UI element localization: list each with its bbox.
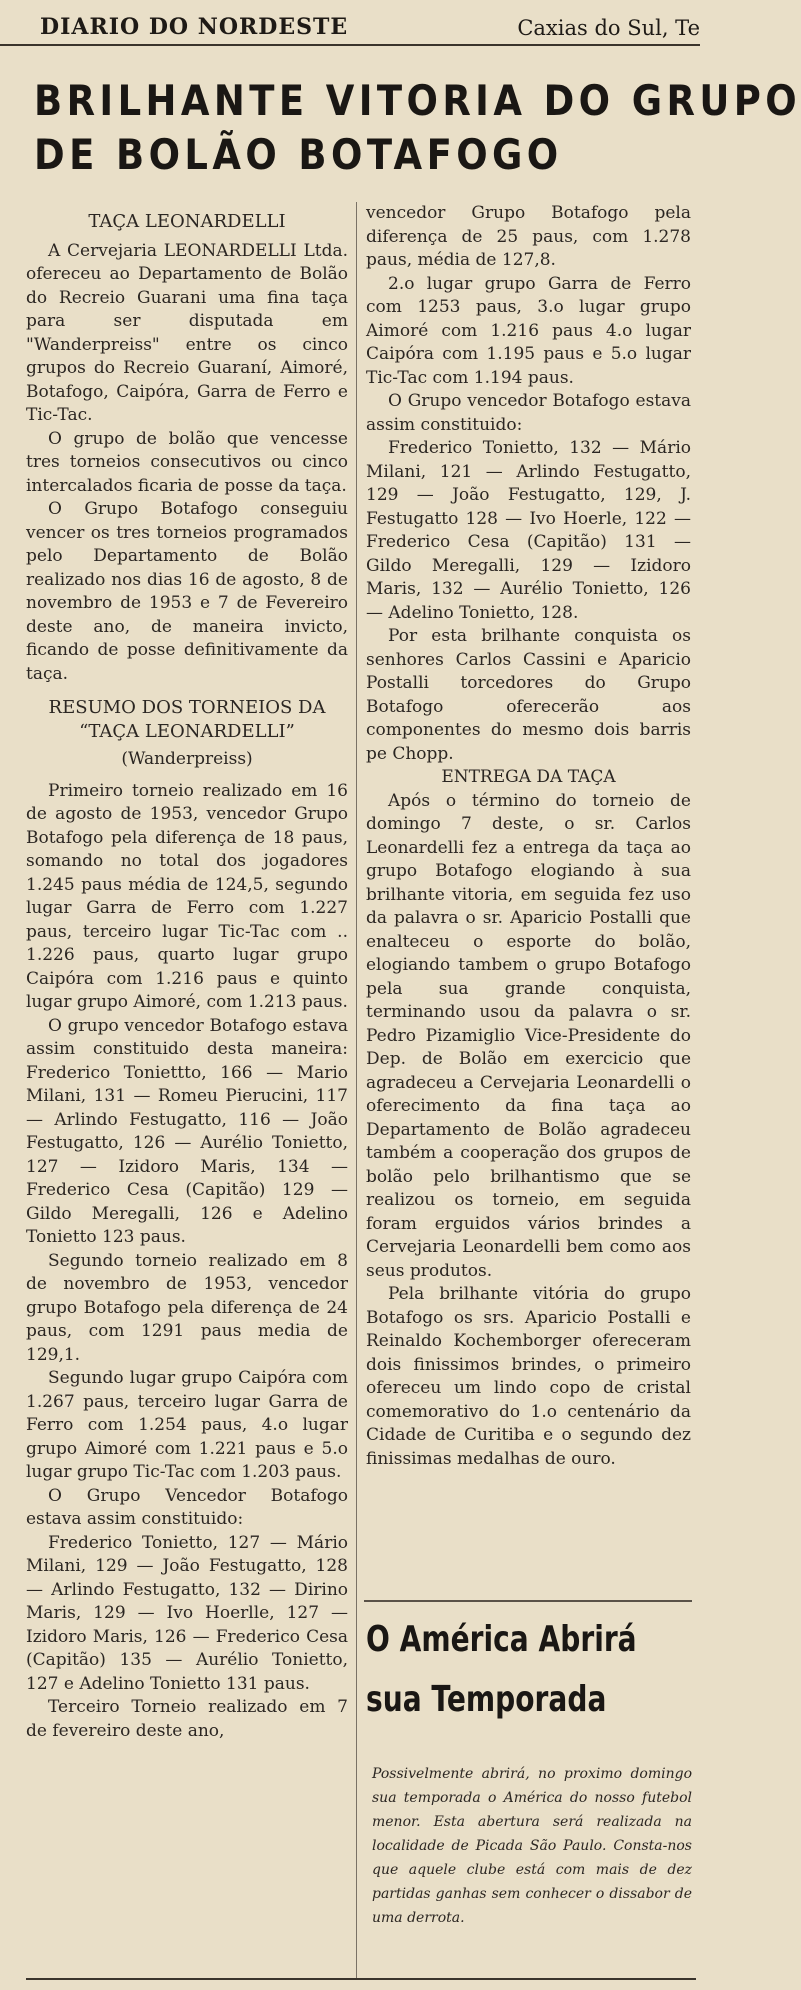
paragraph: Pela brilhante vitória do grupo Botafogo os srs. Aparicio Postalli e Reinaldo Kochemborger ofereceram dois finissimos brindes, o primeiro ofereceu um lindo copo de cristal comemorativo do 1.o centenário da Cidade de Curitiba e o segundo dez finissimas medalhas de ouro. xyxy=(366,1284,691,1469)
paragraph: Terceiro Torneio realizado em 7 de fevereiro deste ano, xyxy=(26,1697,348,1741)
paragraph: O grupo vencedor Botafogo estava assim constituido desta maneira: Frederico Toniettto, 166 — Mario Milani, 131 — Romeu Pierucini, 117 — Arlindo Festugatto, 116 — João Festugatto, 126 — Aurélio Tonietto, 127 — Izidoro Maris, 134 — Frederico Cesa (Capitão) 129 — Gildo Meregalli, 126 e Adelino Tonietto 123 paus. xyxy=(26,1015,348,1247)
resumo-title-line-1: RESUMO DOS TORNEIOS DA xyxy=(48,697,326,718)
paragraph: Primeiro torneio realizado em 16 de agosto de 1953, vencedor Grupo Botafogo pela diferença de 18 paus, somando no total dos jogadores 1.245 paus média de 124,5, segundo lugar Garra de Ferro com 1.227 paus, terceiro lugar Tic-Tac com .. 1.226 paus, quarto lugar grupo Caipóra com 1.216 paus e quinto lugar grupo Aimoré, com 1.213 paus. xyxy=(26,780,348,1012)
paragraph: vencedor Grupo Botafogo pela diferença de 25 paus, com 1.278 paus, média de 127,8. xyxy=(366,203,691,270)
paragraph: A Cervejaria LEONARDELLI Ltda. ofereceu ao Departamento de Bolão do Recreio Guarani uma fina taça para ser disputada em "Wanderpreiss" entre os cinco grupos do Recreio Guaraní, Aimoré, Botafogo, Caipóra, Garra de Ferro e Tic-Tac. xyxy=(26,240,348,425)
paragraph: O grupo de bolão que vencesse tres torneios consecutivos ou cinco intercalados ficaria de posse da taça. xyxy=(26,428,348,496)
column-divider xyxy=(356,202,357,1980)
paragraph: O Grupo vencedor Botafogo estava assim constituido: xyxy=(366,391,691,435)
left-column xyxy=(26,202,348,1743)
resumo-title-line-2: “TAÇA LEONARDELLI” xyxy=(79,721,295,742)
paragraph: Segundo torneio realizado em 8 de novembro de 1953, vencedor grupo Botafogo pela diferença de 24 paus, com 1291 paus media de 129,1. xyxy=(26,1250,348,1365)
masthead: DIARIO DO NORDESTE xyxy=(40,14,349,40)
paragraph: Após o término do torneio de domingo 7 deste, o sr. Carlos Leonardelli fez a entrega da taça ao grupo Botafogo elogiando à sua brilhante vitoria, em seguida fez uso da palavra o sr. Aparicio Postalli que enalteceu o esporte do bolão, elogiando tambem o grupo Botafogo pela sua grande conquista, terminando usou da palavra o sr. Pedro Pizamiglio Vice-Presidente do Dep. de Bolão em exercicio que agradeceu a Cervejaria Leonardelli o oferecimento da fina taça ao Departamento de Bolão agradeceu também a cooperação dos grupos de bolão pelo brilhantismo que se realizou os torneio, em seguida foram erguidos vários brindes a Cervejaria Leonardelli bem como aos seus produtos. xyxy=(366,790,691,1281)
paragraph: Segundo lugar grupo Caipóra com 1.267 paus, terceiro lugar Garra de Ferro com 1.254 paus, 4.o lugar grupo Aimoré com 1.221 paus e 5.o lugar grupo Tic-Tac com 1.203 paus. xyxy=(26,1368,348,1482)
paragraph: Frederico Tonietto, 127 — Mário Milani, 129 — João Festugatto, 128 — Arlindo Festugatto, 132 — Dirino Maris, 129 — Ivo Hoerlle, 127 — Izidoro Maris, 126 — Frederico Cesa (Capitão) 135 — Aurélio Tonietto, 127 e Adelino Tonietto 131 paus. xyxy=(26,1532,348,1694)
sidebar-headline xyxy=(366,1610,637,1730)
paragraph: 2.o lugar grupo Garra de Ferro com 1253 paus, 3.o lugar grupo Aimoré com 1.216 paus 4.o lugar Caipóra com 1.195 paus e 5.o lugar Tic-Tac com 1.194 paus. xyxy=(366,273,691,388)
article-headline xyxy=(34,74,801,182)
headline-line-1: BRILHANTE VITORIA DO GRUPO xyxy=(34,76,801,125)
paragraph: O Grupo Botafogo conseguiu vencer os tres torneios programados pelo Departamento de Bolão realizado nos dias 16 de agosto, 8 de novembro de 1953 e 7 de Fevereiro deste ano, de maneira invicto, ficando de posse definitivamente da taça. xyxy=(26,499,348,684)
sidebar-body: Possivelmente abrirá, no proximo domingo sua temporada o América do nosso futebol menor. Esta abertura será realizada na localidade de Picada São Paulo. Consta-nos que aquele clube está com mais de dez partidas ganhas sem conhecer o dissabor de uma derrota. xyxy=(372,1766,692,1926)
sidebar-article xyxy=(364,1600,692,1974)
entrega-title: ENTREGA DA TAÇA xyxy=(441,767,616,787)
paragraph: Frederico Tonietto, 132 — Mário Milani, 121 — Arlindo Festugatto, 129 — João Festugatto, 129, J. Festugatto 128 — Ivo Hoerle, 122 — Frederico Cesa (Capitão) 131 — Gildo Meregalli, 129 — Izidoro Maris, 132 — Aurélio Tonietto, 126 — Adelino Tonietto, 128. xyxy=(366,438,691,623)
paragraph: O Grupo Vencedor Botafogo estava assim constituido: xyxy=(26,1485,348,1529)
bottom-rule xyxy=(26,1978,696,1980)
headline-line-2: DE BOLÃO BOTAFOGO xyxy=(34,130,563,179)
dateline: Caxias do Sul, Te xyxy=(517,16,700,40)
sidebar-headline-line-2: sua Temporada xyxy=(366,1679,607,1720)
right-column xyxy=(366,202,691,1471)
sidebar-headline-line-1: O América Abrirá xyxy=(366,1619,637,1660)
page-header xyxy=(0,0,700,46)
resumo-subtitle: (Wanderpreiss) xyxy=(121,749,253,769)
resumo-title xyxy=(26,696,348,744)
section-title-taca: TAÇA LEONARDELLI xyxy=(88,211,286,232)
paragraph: Por esta brilhante conquista os senhores Carlos Cassini e Aparicio Postalli torcedores do Grupo Botafogo oferecerão aos componentes do mesmo dois barris pe Chopp. xyxy=(366,626,691,764)
